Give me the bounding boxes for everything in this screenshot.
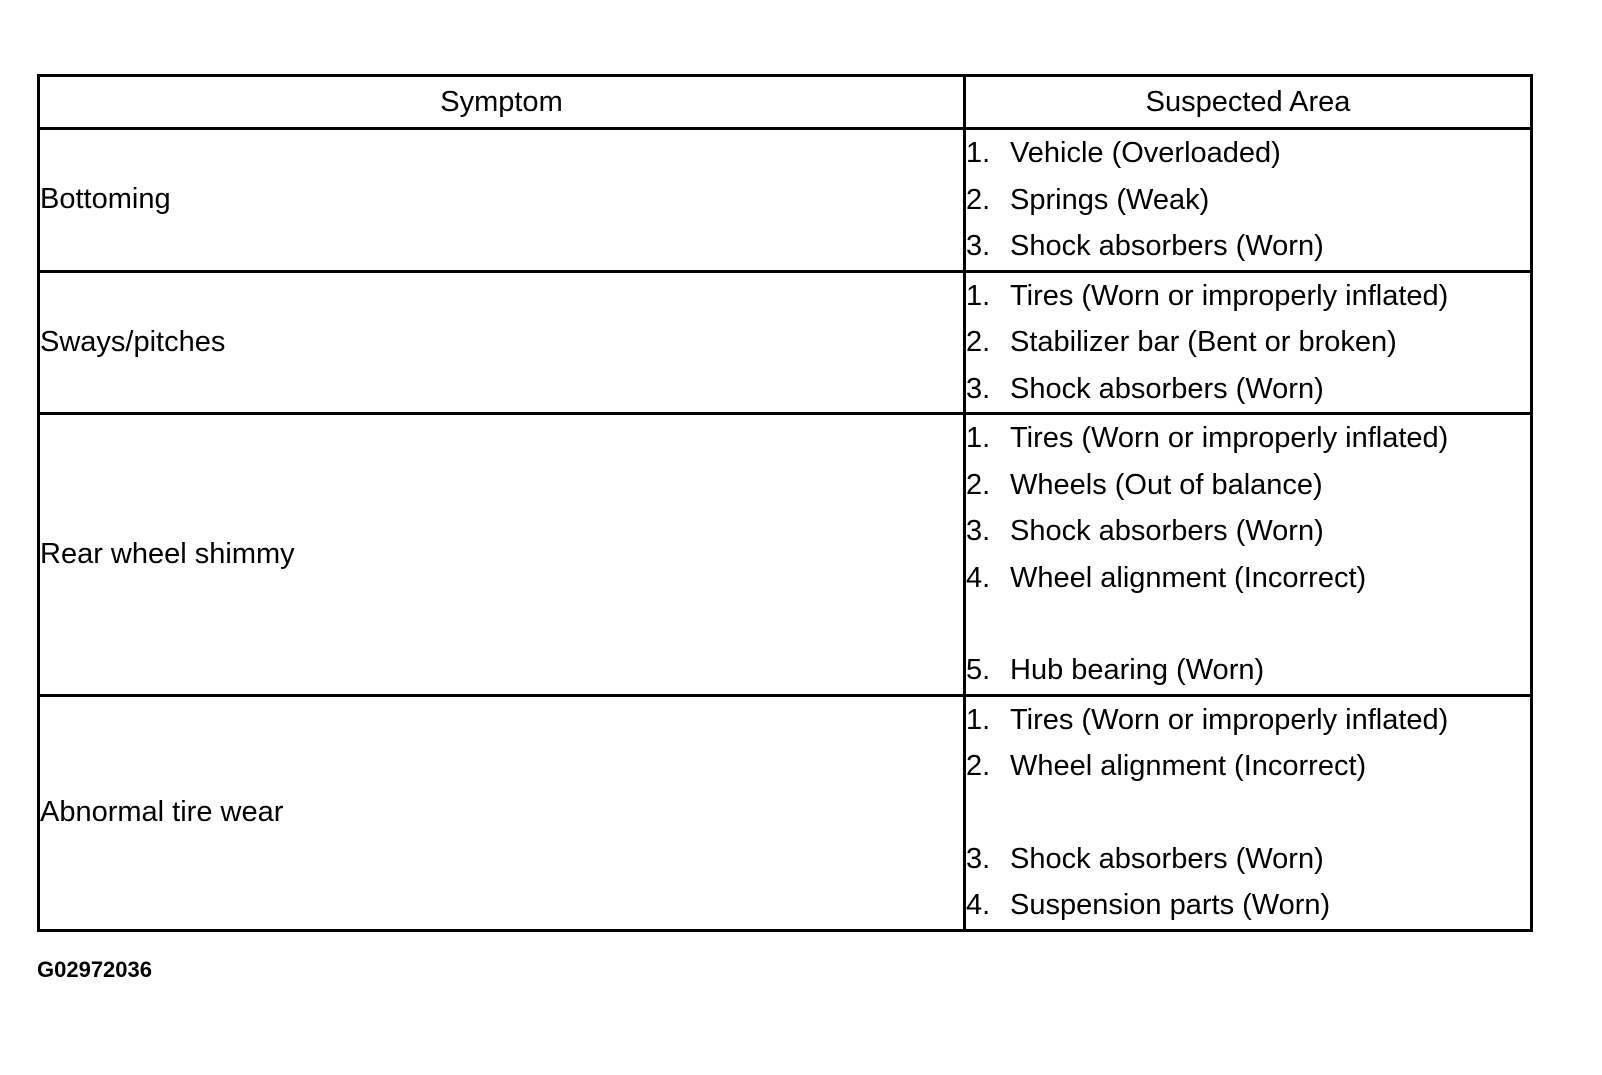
list-item [966, 647, 1530, 694]
list-item [966, 555, 1530, 602]
diagnosis-table [37, 74, 1533, 932]
symptom-column-header: Symptom [39, 76, 965, 129]
suspected-area-cell [965, 695, 1532, 930]
item-number: 5. [966, 654, 991, 686]
item-number: 3. [966, 842, 991, 875]
symptom-cell: Bottoming [39, 129, 965, 272]
symptom-cell: Sways/pitches [39, 271, 965, 414]
list-item [966, 130, 1530, 177]
item-text: Suspension parts (Worn) [1010, 889, 1331, 921]
list-item [966, 882, 1530, 929]
item-text: Springs (Weak) [1010, 183, 1210, 216]
item-number: 4. [966, 889, 991, 921]
item-text: Wheels (Out of balance) [1010, 468, 1323, 501]
item-number: 2. [966, 326, 991, 358]
suspected-area-cell [965, 414, 1532, 696]
table-row [39, 271, 1532, 414]
suspected-area-column-header: Suspected Area [965, 76, 1532, 129]
list-item [966, 697, 1530, 744]
item-text: Wheel alignment (Incorrect) [1010, 561, 1367, 594]
item-number: 4. [966, 561, 991, 594]
item-text: Tires (Worn or improperly inflated) [1010, 279, 1449, 312]
item-number: 1. [966, 137, 991, 169]
symptom-cell: Abnormal tire wear [39, 695, 965, 930]
list-item [966, 177, 1530, 224]
item-number: 2. [966, 750, 991, 782]
item-number: 2. [966, 183, 991, 216]
item-number: 2. [966, 468, 991, 501]
list-item [966, 223, 1530, 270]
list-item [966, 273, 1530, 320]
item-text: Shock absorbers (Worn) [1010, 842, 1324, 875]
list-item [966, 462, 1530, 509]
list-item [966, 836, 1530, 883]
suspected-area-cell [965, 129, 1532, 272]
suspected-area-cell [965, 271, 1532, 414]
diagnosis-table-frame [37, 74, 1530, 932]
item-text: Shock absorbers (Worn) [1010, 372, 1324, 405]
item-number: 1. [966, 422, 991, 454]
item-text: Shock absorbers (Worn) [1010, 230, 1324, 262]
table-row [39, 695, 1532, 930]
list-item [966, 415, 1530, 462]
list-item [966, 366, 1530, 413]
item-text: Vehicle (Overloaded) [1010, 137, 1281, 169]
item-text: Wheel alignment (Incorrect) [1010, 750, 1367, 782]
list-item [966, 743, 1530, 790]
item-text: Hub bearing (Worn) [1010, 654, 1265, 686]
item-number: 3. [966, 372, 991, 405]
item-number: 1. [966, 279, 991, 312]
figure-code: G02972036 [37, 957, 152, 982]
list-item [966, 319, 1530, 366]
item-number: 3. [966, 230, 991, 262]
item-number: 1. [966, 703, 991, 736]
table-header-row [39, 76, 1532, 129]
table-row [39, 414, 1532, 696]
symptom-cell: Rear wheel shimmy [39, 414, 965, 696]
item-text: Tires (Worn or improperly inflated) [1010, 703, 1449, 736]
list-item [966, 508, 1530, 555]
item-text: Shock absorbers (Worn) [1010, 515, 1324, 547]
item-text: Tires (Worn or improperly inflated) [1010, 422, 1449, 454]
item-number: 3. [966, 515, 991, 547]
table-row [39, 129, 1532, 272]
item-text: Stabilizer bar (Bent or broken) [1010, 326, 1397, 358]
